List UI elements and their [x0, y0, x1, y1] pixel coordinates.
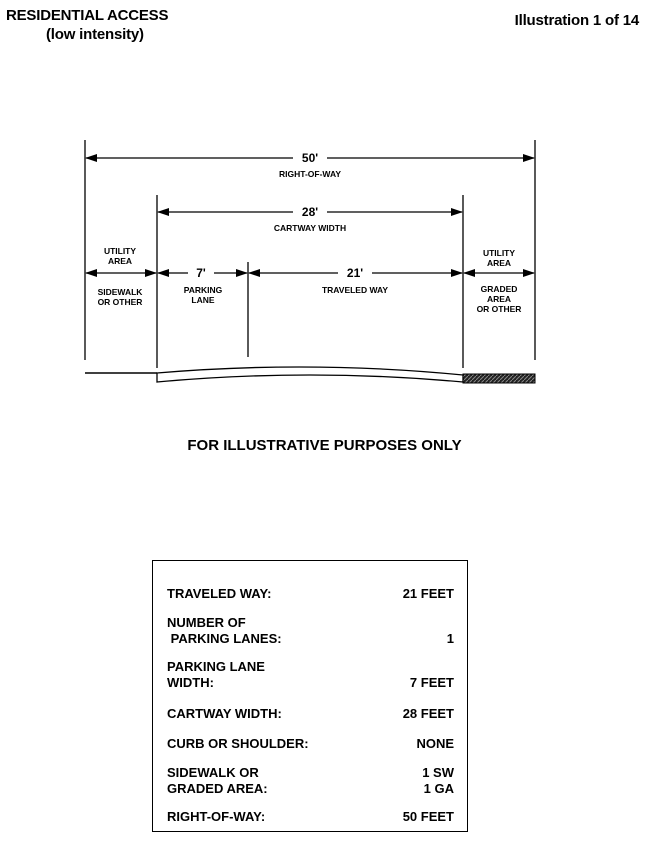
- summary-row-sidewalk: [167, 765, 454, 797]
- summary-label: CARTWAY WIDTH:: [167, 706, 282, 721]
- left-utility-line1: UTILITY: [103, 246, 137, 256]
- summary-label: SIDEWALK OR GRADED AREA:: [167, 765, 268, 796]
- parking-label-line1: PARKING: [183, 285, 223, 295]
- right-graded-line3: OR OTHER: [476, 304, 522, 314]
- summary-value: 1 SW 1 GA: [422, 765, 454, 796]
- summary-row-cartway-width: [167, 706, 454, 722]
- summary-label: RIGHT-OF-WAY:: [167, 809, 266, 824]
- summary-row-right-of-way: [167, 809, 454, 825]
- summary-row-curb: [167, 736, 454, 752]
- subtitle-text: (low intensity): [46, 26, 144, 43]
- left-sidewalk-line2: OR OTHER: [97, 297, 143, 307]
- cartway-label: CARTWAY WIDTH: [273, 223, 347, 233]
- traveled-label: TRAVELED WAY: [321, 285, 389, 295]
- right-graded-hatch: [463, 374, 535, 383]
- summary-label: NUMBER OF PARKING LANES:: [167, 615, 282, 646]
- summary-row-parking-lanes: [167, 615, 454, 647]
- road-surface: [157, 367, 463, 382]
- right-utility-line1: UTILITY: [482, 248, 516, 258]
- summary-value: NONE: [416, 736, 454, 751]
- parking-value: 7': [196, 266, 206, 280]
- summary-label: TRAVELED WAY:: [167, 586, 272, 601]
- summary-value: 50 FEET: [402, 809, 454, 824]
- right-of-way-label: RIGHT-OF-WAY: [278, 169, 342, 179]
- title-text: RESIDENTIAL ACCESS: [6, 7, 169, 24]
- summary-label: PARKING LANE WIDTH:: [167, 659, 265, 690]
- left-utility-line2: AREA: [107, 256, 133, 266]
- cartway-value: 28': [301, 205, 319, 219]
- traveled-value: 21': [346, 266, 364, 280]
- summary-value: 1: [446, 631, 454, 646]
- summary-row-traveled-way: [167, 586, 454, 602]
- summary-label: CURB OR SHOULDER:: [167, 736, 309, 751]
- right-graded-line2: AREA: [486, 294, 512, 304]
- summary-row-parking-width: [167, 659, 454, 691]
- right-graded-line1: GRADED: [480, 284, 518, 294]
- summary-value: 21 FEET: [402, 586, 454, 601]
- illustration-number: Illustration 1 of 14: [514, 12, 639, 29]
- left-sidewalk-line1: SIDEWALK: [97, 287, 143, 297]
- right-of-way-value: 50': [301, 151, 319, 165]
- disclaimer-text: FOR ILLUSTRATIVE PURPOSES ONLY: [187, 437, 462, 454]
- summary-value: 28 FEET: [402, 706, 454, 721]
- right-utility-line2: AREA: [486, 258, 512, 268]
- summary-value: 7 FEET: [409, 675, 454, 690]
- summary-table: [152, 560, 468, 832]
- parking-label-line2: LANE: [191, 295, 215, 305]
